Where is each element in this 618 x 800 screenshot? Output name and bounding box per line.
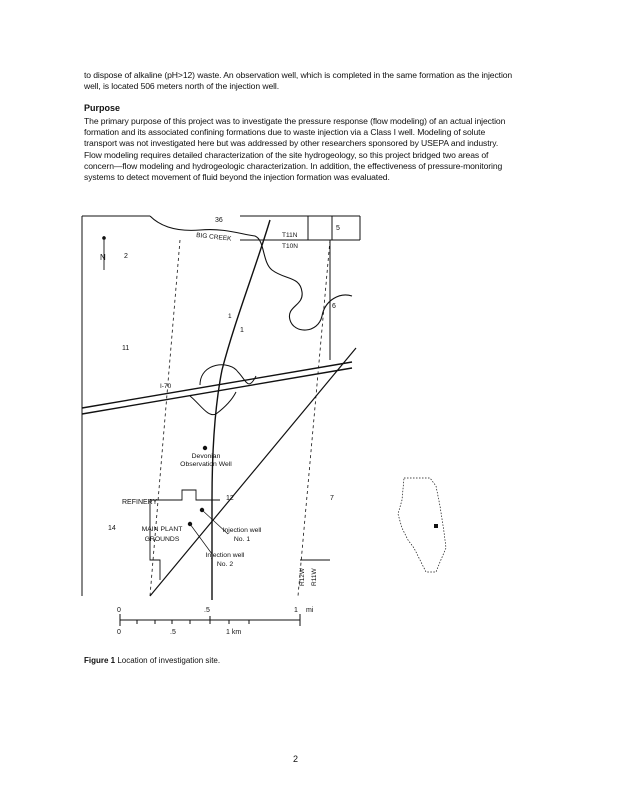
section-label-12: 12 [226, 495, 234, 502]
highway-label: I-70 [160, 383, 172, 390]
figure-caption-text: Location of investigation site. [117, 656, 221, 665]
creek-label: BIG CREEK [195, 232, 232, 243]
injection-well-2-label: Injection well No. 2 [205, 552, 245, 568]
observation-well-marker [203, 446, 207, 450]
purpose-paragraph: The primary purpose of this project was to investigate the pressure response (flow modeling) of an actual injection formation and its associated confining formations due to waste injection via a Class I well. Modeling of solute transport was not investigated here but was addressed by other researchers sponsored by USEPA and industry. Flow modeling requires detailed characterization of the site hydrogeology, so this project bridged two areas of concern—flow modeling and hydrogeologic characterization. In addition, the effectiveness of pressure-monitoring systems to detect movement of fluid beyond the injection formation was evaluated. [84, 116, 506, 183]
route-label: 1 [228, 313, 232, 320]
section-label-14: 14 [108, 525, 116, 532]
section-label-11: 11 [122, 345, 130, 352]
illinois-inset-outline [398, 478, 446, 572]
township-label: T11N [282, 232, 298, 239]
injection-well-1-label: Injection well No. 1 [222, 527, 262, 543]
scale-km-0: 0 [117, 629, 121, 636]
main-plant-label: MAIN PLANT GROUNDS [141, 526, 183, 543]
figure-caption-label: Figure 1 [84, 656, 116, 665]
page-number: 2 [293, 754, 299, 764]
figure-caption [84, 656, 220, 665]
scale-mi-1: 1 [294, 607, 298, 614]
section-label-2: 2 [124, 253, 128, 260]
scale-mi-unit: mi [306, 607, 314, 614]
injection-well-2-leader [190, 524, 212, 554]
purpose-heading: Purpose [84, 103, 121, 113]
interchange-south [190, 392, 236, 415]
scale-km-half: .5 [170, 629, 176, 636]
range-label-r11w: R11W [311, 568, 318, 586]
section-label-6: 6 [332, 303, 336, 310]
section-line-dashed-east [298, 240, 330, 596]
scale-mi-half: .5 [204, 607, 210, 614]
section-label-5: 5 [336, 225, 340, 232]
interchange-north [200, 365, 256, 385]
north-label: N [100, 253, 106, 262]
section-label-7: 7 [330, 495, 334, 502]
observation-well-label: Devonian Observation Well [180, 453, 232, 469]
big-creek-line [150, 216, 352, 330]
section-label-1: 1 [240, 327, 244, 334]
intro-paragraph: to dispose of alkaline (pH>12) waste. An observation well, which is completed in the same formation as the injection well, is located 506 meters north of the injection well. [84, 70, 513, 92]
section-label-36: 36 [215, 217, 223, 224]
scale-km-1: 1 km [226, 629, 242, 636]
scale-bar [120, 614, 300, 626]
range-label-r12w: R12W [299, 567, 306, 586]
refinery-label: REFINERY [122, 499, 158, 506]
site-location-marker [434, 524, 438, 528]
scale-mi-0: 0 [117, 607, 121, 614]
township-label-2: T10N [282, 243, 298, 250]
